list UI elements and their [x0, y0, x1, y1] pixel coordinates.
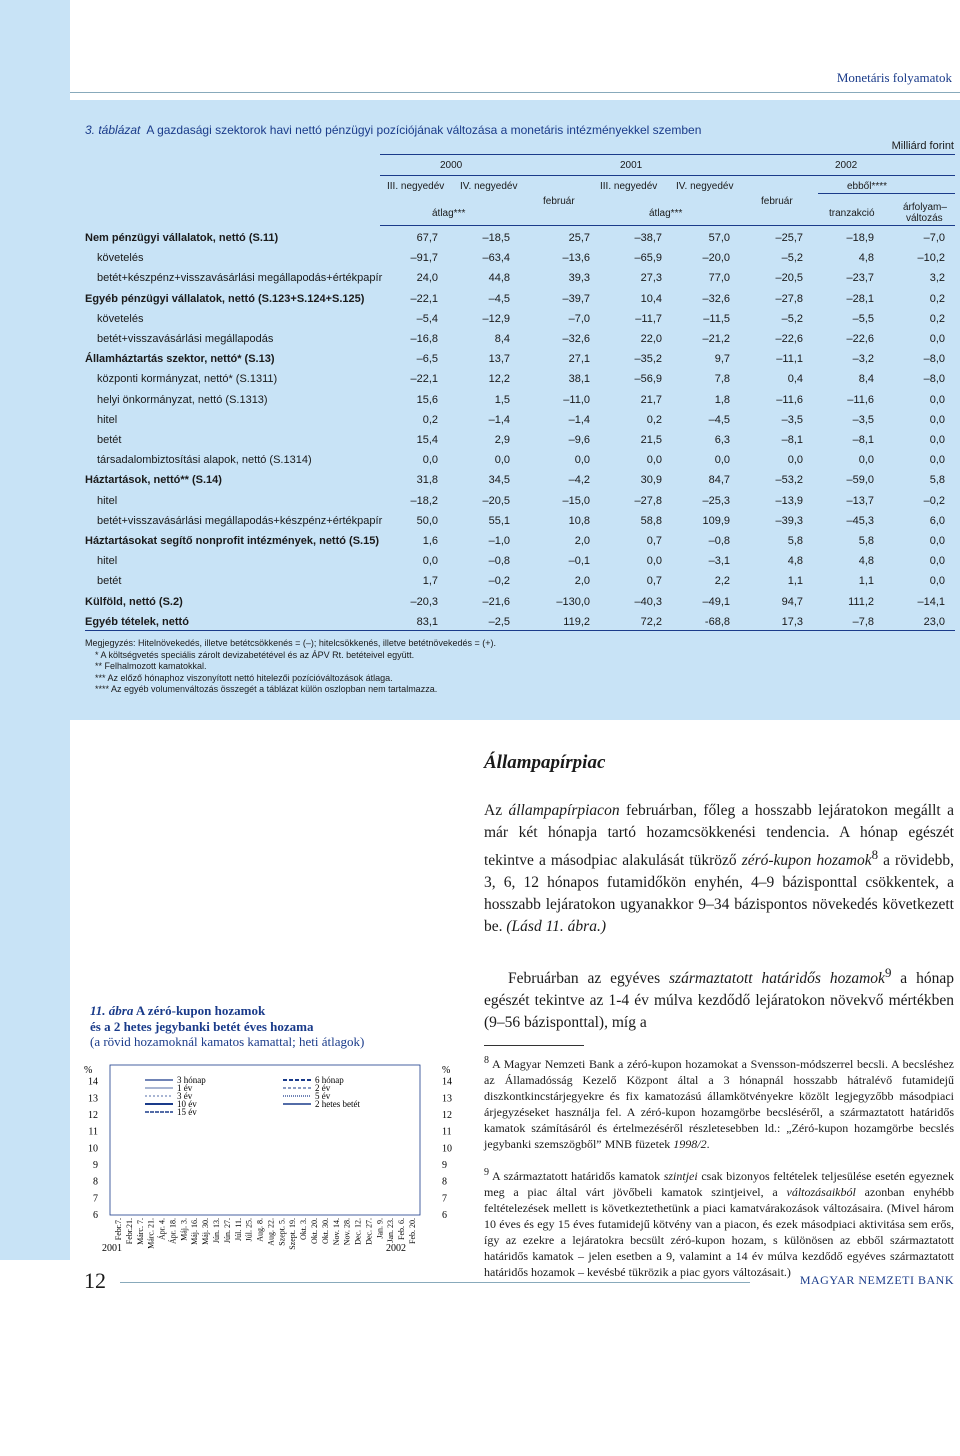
table-cell: 2,9: [494, 434, 510, 446]
section-title: Állampapírpiac: [484, 752, 606, 773]
table-cell: –18,9: [846, 232, 874, 244]
table-cell: 27,1: [568, 353, 590, 366]
year-label-2001: 2001: [102, 1243, 122, 1254]
table-cell: –130,0: [556, 595, 590, 608]
col-2001-feb: február: [543, 196, 575, 207]
table-cell: –20,5: [775, 272, 803, 285]
table-cell: –3,5: [781, 413, 803, 426]
table-row-label: betét+visszavásárlási megállapodás+készpénz+értékpapír: [97, 514, 383, 527]
table-cell: 44,8: [488, 272, 510, 285]
table-cell: 0,7: [646, 535, 662, 547]
table-cell: 0,0: [422, 555, 438, 568]
table-cell: –27,8: [775, 292, 803, 305]
table-cell: –53,2: [775, 474, 803, 487]
table-cell: 94,7: [781, 595, 803, 608]
table-cell: –32,6: [702, 292, 730, 305]
col-2002-feb: február: [761, 196, 793, 207]
x-tick-label: Ápr. 18.: [168, 1218, 178, 1244]
table-cell: –0,2: [488, 575, 510, 588]
table-cell: 0,0: [929, 555, 945, 568]
table-cell: 6,3: [714, 434, 730, 446]
table-cell: –91,7: [410, 252, 438, 265]
table-cell: –0,1: [568, 555, 590, 568]
table-cell: 21,7: [640, 393, 662, 406]
x-tick-label: Jún. 27.: [222, 1218, 232, 1244]
table-rule-bottom: [85, 630, 955, 631]
y-unit-right: %: [442, 1065, 451, 1076]
table-cell: –8,1: [852, 434, 874, 446]
table-cell: –5,4: [416, 312, 438, 325]
table-row-label: helyi önkormányzat, nettó (S.1313): [97, 393, 268, 406]
table-cell: 0,0: [714, 454, 730, 467]
table-cell: 55,1: [488, 514, 510, 527]
col-2000-q3: III. negyedév: [387, 181, 445, 192]
table-cell: –1,0: [488, 535, 510, 547]
table-cell: –1,4: [568, 413, 590, 426]
table-cell: 34,5: [488, 474, 510, 487]
table-cell: –0,8: [488, 555, 510, 568]
table-cell: 4,8: [858, 555, 874, 568]
plot-area: [110, 1065, 420, 1215]
table-cell: –8,0: [923, 353, 945, 366]
header-rule: [70, 92, 960, 93]
y-tick-right: 7: [442, 1193, 447, 1205]
table-cell: –12,9: [482, 312, 510, 325]
table-cell: –8,1: [781, 434, 803, 446]
table-cell: 0,0: [646, 555, 662, 568]
table-cell: 109,9: [702, 514, 730, 527]
x-tick-label: Febr.21.: [124, 1218, 134, 1245]
table-cell: 10,8: [568, 514, 590, 527]
table-cell: –20,5: [482, 494, 510, 507]
legend-label: 2 hetes betét: [315, 1099, 360, 1109]
x-tick-label: Dec. 12.: [353, 1218, 363, 1245]
table-cell: –59,0: [846, 474, 874, 487]
table-row-label: betét+készpénz+visszavásárlási megállapodás+értékpapír: [97, 272, 383, 285]
table-cell: –5,2: [781, 312, 803, 325]
table-cell: –5,2: [781, 252, 803, 265]
table-row-label: Államháztartás szektor, nettó* (S.13): [85, 353, 275, 366]
table-cell: 25,7: [568, 232, 590, 244]
y-tick-left: 11: [88, 1126, 98, 1138]
table-cell: –3,2: [852, 353, 874, 366]
table-cell: –63,4: [482, 252, 510, 265]
table-cell: 5,8: [787, 535, 803, 547]
table-cell: –27,8: [634, 494, 662, 507]
x-tick-label: Márc. 7.: [135, 1218, 145, 1245]
table-cell: 4,8: [858, 252, 874, 265]
table-cell: –18,2: [410, 494, 438, 507]
table-cell: –22,1: [410, 292, 438, 305]
legend-label: 6 hónap: [315, 1075, 344, 1085]
table-cell: 0,2: [929, 312, 945, 325]
y-tick-right: 6: [442, 1210, 447, 1221]
table-cell: –13,6: [562, 252, 590, 265]
table-cell: 0,0: [574, 454, 590, 467]
table-cell: 0,0: [929, 535, 945, 547]
col-tranzakcio: tranzakció: [829, 208, 875, 219]
table-cell: 0,0: [929, 434, 945, 446]
table-cell: –4,2: [568, 474, 590, 487]
table-cell: –14,1: [917, 595, 945, 608]
col-2001-q3: III. negyedév: [600, 181, 658, 192]
table-cell: 5,8: [858, 535, 874, 547]
table-cell: 111,2: [848, 595, 874, 608]
table-cell: –18,5: [482, 232, 510, 244]
table-cell: 0,2: [422, 413, 438, 426]
table-cell: –22,6: [775, 333, 803, 345]
table-note: * A költségvetés speciális zárolt devizabetétével és az ÁPV Rt. betéteivel együtt.: [95, 649, 415, 660]
y-axis-right: [442, 1077, 452, 1221]
table-cell: –8,0: [923, 373, 945, 386]
y-tick-right: 8: [442, 1176, 447, 1188]
table-cell: 57,0: [708, 232, 730, 244]
table-cell: –11,7: [635, 312, 662, 325]
table-title-text: A gazdasági szektorok havi nettó pénzügyi pozíciójának változása a monetáris intézményekkel szemben: [146, 123, 702, 137]
table-cell: 1,6: [422, 535, 438, 547]
col-2001-atlag: átlag***: [649, 208, 683, 219]
table-row-label: társadalombiztosítási alapok, nettó (S.1314): [97, 454, 312, 467]
table-row-label: betét: [97, 434, 122, 446]
footer-rule: [120, 1282, 750, 1283]
table-cell: –39,3: [775, 514, 803, 527]
x-tick-label: Máj. 3.: [179, 1218, 189, 1241]
table-cell: 0,0: [929, 454, 945, 467]
table-cell: 1,7: [422, 575, 438, 588]
paragraph-2: Februárban az egyéves származtatott határidős hozamok$^9$ a hónap egészét tekintve az 1-4 év múlva kezdődő lejáratokon növekvő mértékben (9–56 bázisponttal), míg a: [484, 965, 954, 1032]
table-cell: -68,8: [704, 615, 730, 628]
table-cell: –13,7: [846, 494, 874, 507]
chart-svg: [70, 1055, 470, 1255]
table-cell: 0,0: [494, 454, 510, 467]
y-tick-left: 8: [93, 1176, 98, 1188]
y-axis-left: [88, 1077, 98, 1221]
table-cell: –7,0: [923, 232, 945, 244]
y-tick-right: 11: [442, 1126, 452, 1138]
table-cell: 6,0: [929, 514, 945, 527]
table-cell: –11,0: [563, 393, 590, 406]
x-tick-label: Ápr. 4.: [157, 1218, 167, 1240]
table-cell: –11,5: [703, 312, 730, 325]
x-tick-label: Dec. 27.: [364, 1218, 374, 1245]
table-unit: Milliárd forint: [891, 140, 954, 152]
table-cell: –0,2: [923, 494, 945, 507]
x-tick-label: Okt. 3.: [299, 1218, 309, 1240]
table-cell: 27,3: [640, 272, 662, 285]
table-cell: 0,0: [929, 393, 945, 406]
table-cell: 38,1: [568, 373, 590, 386]
table-rule-top: [380, 154, 955, 155]
table-row-label: hitel: [97, 555, 118, 568]
y-tick-left: 13: [88, 1093, 98, 1105]
table-cell: –25,3: [702, 494, 730, 507]
table-cell: –6,5: [416, 353, 438, 366]
table-cell: –65,9: [634, 252, 662, 265]
table-cell: –20,0: [702, 252, 730, 265]
table-cell: –2,5: [488, 615, 510, 628]
table-cell: –21,2: [702, 333, 730, 345]
table-title: [85, 123, 701, 137]
table-cell: 0,0: [422, 454, 438, 467]
table-cell: 9,7: [714, 353, 730, 366]
col-2000-q4: IV. negyedév: [460, 181, 518, 192]
y-tick-right: 10: [442, 1143, 452, 1155]
table-cell: 67,7: [416, 232, 438, 244]
table-rule-2: [380, 175, 955, 176]
table-cell: 8,4: [494, 333, 510, 345]
y-tick-left: 10: [88, 1143, 98, 1155]
x-tick-label: Okt. 20.: [310, 1218, 319, 1244]
table-row-label: központi kormányzat, nettó* (S.1311): [97, 373, 278, 386]
x-tick-label: Jan. 23.: [386, 1218, 396, 1243]
table-cell: 2,2: [714, 575, 730, 588]
x-tick-label: Aug. 22.: [266, 1218, 276, 1246]
table-cell: –23,7: [846, 272, 874, 285]
table-cell: –20,3: [410, 595, 438, 608]
table-cell: –3,1: [708, 555, 730, 568]
table-cell: 0,2: [646, 413, 662, 426]
table-cell: 119,2: [563, 615, 590, 628]
table-cell: –21,6: [482, 595, 510, 608]
table-cell: –28,1: [846, 292, 874, 305]
table-cell: –4,5: [708, 413, 730, 426]
table-row-label: Egyéb pénzügyi vállalatok, nettó (S.123+S.124+S.125): [85, 292, 365, 305]
table-cell: 39,3: [568, 272, 590, 285]
table-cell: 1,1: [787, 575, 803, 588]
chart-title-text: A zéró-kupon hozamok: [135, 1003, 266, 1018]
col-ebbol: ebből****: [847, 181, 888, 192]
table-cell: 0,7: [646, 575, 662, 588]
table-cell: 8,4: [858, 373, 874, 386]
table-cell: –7,0: [568, 312, 590, 325]
table-row-label: hitel: [97, 413, 118, 426]
table-title-prefix: 3. táblázat: [85, 123, 141, 137]
table-cell: 10,4: [640, 292, 662, 305]
x-tick-label: Nov. 28.: [342, 1218, 352, 1246]
table-cell: 58,8: [640, 514, 662, 527]
table-cell: –45,3: [846, 514, 874, 527]
table-cell: 2,0: [574, 535, 590, 547]
table-cell: –4,5: [488, 292, 510, 305]
chart-title-prefix: 11. ábra: [90, 1003, 134, 1018]
table-cell: 1,8: [714, 393, 730, 406]
x-axis-labels: [114, 1218, 417, 1250]
table-cell: 17,3: [781, 615, 803, 628]
chart-title: [90, 1003, 265, 1019]
table-cell: 24,0: [416, 272, 438, 285]
year-2001: 2001: [620, 160, 643, 171]
table-cell: 84,7: [708, 474, 730, 487]
y-tick-right: 13: [442, 1093, 452, 1105]
legend-label: 15 év: [177, 1107, 197, 1117]
ebbol-rule: [818, 193, 955, 194]
x-tick-label: Júl. 25.: [244, 1218, 254, 1242]
table-cell: 15,6: [416, 393, 438, 406]
y-tick-right: 12: [442, 1110, 452, 1121]
table-cell: –11,1: [776, 353, 803, 366]
table-cell: –9,6: [568, 434, 590, 446]
table-row-label: betét: [97, 575, 122, 588]
col-valtozas: változás: [906, 213, 943, 224]
table-cell: 22,0: [640, 333, 662, 345]
footnote-rule: [484, 1045, 584, 1046]
table-cell: 12,2: [488, 373, 510, 386]
table-cell: –7,8: [852, 615, 874, 628]
table-cell: 4,8: [787, 555, 803, 568]
table-cell: 0,0: [858, 454, 874, 467]
table-row-label: Nem pénzügyi vállalatok, nettó (S.11): [85, 232, 279, 244]
table-note: ** Felhalmozott kamatokkal.: [95, 661, 207, 671]
paragraph-1: Az állampapírpiacon februárban, főleg a hosszabb lejáratokon megállt a már két hónapja tartó hozamcsökkenési tendencia. A hónap egészét tekintve a másodpiac alakulását tükröző zéró-kupon hozamok$^8$ a rövidebb, 3, 6, 12 hónapos futamidőkön enyhén, 4–9 bázisponttal csökkentek, a hosszabb lejáratokon ugyanakkor 9–34 bázispontos növekedés következett be. (Lásd 11. ábra.): [484, 802, 955, 936]
table-cell: –22,1: [410, 373, 438, 386]
table-note: Megjegyzés: Hitelnövekedés, illetve betétcsökkenés = (–); hitelcsökkenés, illetve betétnövekedés = (+).: [85, 638, 496, 648]
col-2000-atlag: átlag***: [432, 208, 466, 219]
table-row-label: Háztartások, nettó** (S.14): [85, 474, 222, 487]
year-2000: 2000: [440, 160, 463, 171]
table-cell: –49,1: [702, 595, 730, 608]
col-2001-q4: IV. negyedév: [676, 181, 734, 192]
y-tick-left: 7: [93, 1193, 98, 1205]
table-cell: 7,8: [714, 373, 730, 386]
table-cell: –22,6: [846, 333, 874, 345]
table-cell: 0,0: [646, 454, 662, 467]
table-cell: –39,7: [562, 292, 590, 305]
page-number: 12: [84, 1268, 106, 1293]
legend-label: 2 év: [315, 1083, 331, 1093]
table-cell: –32,6: [562, 333, 590, 345]
table-cell: 1,1: [858, 575, 874, 588]
table-cell: 0,0: [929, 333, 945, 345]
x-tick-label: Jan. 9.: [375, 1218, 385, 1239]
table-cell: –16,8: [410, 333, 438, 345]
x-tick-label: Jún. 13.: [212, 1218, 221, 1244]
table-cell: –13,9: [775, 494, 803, 507]
table-cell: –15,0: [562, 494, 590, 507]
footnote-8: $^8$ A Magyar Nemzeti Bank a zéró-kupon hozamokat a Svensson-módszerrel becsli. A becsléshez az Államadósság Kezelő Központ által a 3 hónapnál hosszabb hátralévő futamidejű diszkontkincstárjegyekre és fix kamatozású államkötvényekre közölt legjegyzőbb másodpiaci árjegyzéseket használja fel. A zéró-kupon hozamgörbe becsléséről, a származtatott határidős kamatok számításáról és értelmezéséről részletesebben ld.: „Zéró-kupon hozamgörbe becslés jegybanki szemszögből” MNB füzetek 1998/2.: [484, 1055, 954, 1151]
table-cell: –25,7: [775, 232, 803, 244]
footnote-9: $^9$ A származtatott határidős kamatok szintjei csak bizonyos feltételek teljesülése esetén egyeznek meg a piac által várt jövőbeli kamatok szintjeivel, a változásaikból azonban enyhébb feltételezések mellett is következtethetünk a piaci kamatvárakozások változásaira. (Mivel három 10 éves és egy 15 éves futamidejű kötvény van a piacon, és ezek másodpiaci aktivitása sem erős, így az ezekre a lejáratokra becsült zéró-kupon hozam, s különösen az ebből származtatott határidős kamatok – jelen esetben a 9, valamint a 14 év múlva kezdődő egyéves származtatott határidős hozamok – kevésbé tükrözik a piac gyors változásait.): [484, 1167, 954, 1279]
table-cell: 21,5: [640, 434, 662, 446]
table-cell: 15,4: [416, 434, 438, 446]
y-unit-left: %: [84, 1065, 93, 1076]
table-row-label: követelés: [97, 312, 144, 325]
table-cell: 3,2: [929, 272, 945, 285]
table-cell: 5,8: [929, 474, 945, 487]
table-row-label: Háztartásokat segítő nonprofit intézmények, nettó (S.15): [85, 535, 379, 547]
table-cell: –1,4: [488, 413, 510, 426]
table-cell: 31,8: [416, 474, 438, 487]
table-cell: 83,1: [416, 615, 438, 628]
table-cell: –40,3: [634, 595, 662, 608]
table-cell: 0,0: [787, 454, 803, 467]
x-tick-label: Febr.7.: [114, 1218, 123, 1241]
x-tick-label: Nov. 14.: [331, 1218, 341, 1246]
table-row-label: követelés: [97, 252, 144, 265]
table-cell: 30,9: [640, 474, 662, 487]
sidebar-band: [0, 0, 70, 1260]
year-label-2002: 2002: [386, 1243, 406, 1254]
legend-label: 10 év: [177, 1099, 197, 1109]
x-tick-label: Szept. 5.: [277, 1218, 287, 1246]
table-cell: –5,5: [852, 312, 874, 325]
x-tick-label: Aug. 8.: [255, 1218, 265, 1242]
x-tick-label: Máj. 30.: [201, 1218, 211, 1245]
table-row-label: betét+visszavásárlási megállapodás: [97, 333, 274, 345]
table-cell: 0,0: [929, 413, 945, 426]
table-cell: 23,0: [923, 615, 945, 628]
table-cell: –11,6: [847, 393, 874, 406]
running-header: Monetáris folyamatok: [836, 70, 952, 85]
x-tick-label: Júl. 11.: [233, 1218, 243, 1242]
table-cell: –0,8: [708, 535, 730, 547]
table-note: *** Az előző hónaphoz viszonyított nettó hitelezői pozícióváltozások átlaga.: [95, 672, 393, 683]
y-tick-left: 12: [88, 1110, 98, 1121]
table-cell: 13,7: [488, 353, 510, 366]
table-rule-3: [380, 225, 955, 226]
x-tick-label: Máj. 16.: [190, 1218, 200, 1245]
x-tick-label: Feb. 20.: [408, 1218, 417, 1244]
table-cell: –3,5: [852, 413, 874, 426]
table-cell: 72,2: [640, 615, 662, 628]
publisher: MAGYAR NEMZETI BANK: [799, 1273, 954, 1287]
table-row-label: Külföld, nettó (S.2): [85, 595, 183, 608]
table-note: **** Az egyéb volumenváltozás összegét a táblázat külön oszlopban nem tartalmazza.: [95, 684, 438, 694]
y-tick-left: 14: [88, 1076, 98, 1088]
table-cell: 0,4: [787, 373, 803, 386]
table-cell: 0,0: [929, 575, 945, 588]
table-cell: 0,2: [929, 292, 945, 305]
x-tick-label: Márc. 21.: [146, 1218, 156, 1249]
table-row-label: hitel: [97, 494, 118, 507]
chart-subtitle: (a rövid hozamoknál kamatos kamattal; heti átlagok): [90, 1034, 365, 1049]
legend-label: 3 hónap: [177, 1075, 206, 1085]
table-row-label: Egyéb tételek, nettó: [85, 615, 189, 628]
col-arfolyam: árfolyam–: [903, 202, 947, 213]
table-cell: 77,0: [708, 272, 730, 285]
table-cell: 1,5: [494, 393, 510, 406]
legend-label: 3 év: [177, 1091, 193, 1101]
legend-label: 1 év: [177, 1083, 193, 1093]
y-tick-right: 9: [442, 1160, 447, 1171]
table-cell: –10,2: [917, 252, 945, 265]
y-tick-left: 6: [93, 1210, 98, 1221]
x-tick-label: Szept. 19.: [288, 1218, 298, 1250]
table-cell: –35,2: [634, 353, 662, 366]
y-tick-right: 14: [442, 1076, 452, 1088]
legend-label: 5 év: [315, 1091, 331, 1101]
table-cell: 2,0: [574, 575, 590, 588]
x-tick-label: Feb. 6.: [397, 1218, 407, 1240]
y-tick-left: 9: [93, 1160, 98, 1171]
year-2002: 2002: [835, 160, 858, 171]
table-cell: –38,7: [634, 232, 662, 244]
table-cell: –56,9: [634, 373, 662, 386]
table-cell: –11,6: [776, 393, 803, 406]
x-tick-label: Okt. 30.: [320, 1218, 330, 1244]
chart-title-2: és a 2 hetes jegybanki betét éves hozama: [90, 1019, 314, 1034]
table-cell: 50,0: [416, 514, 438, 527]
